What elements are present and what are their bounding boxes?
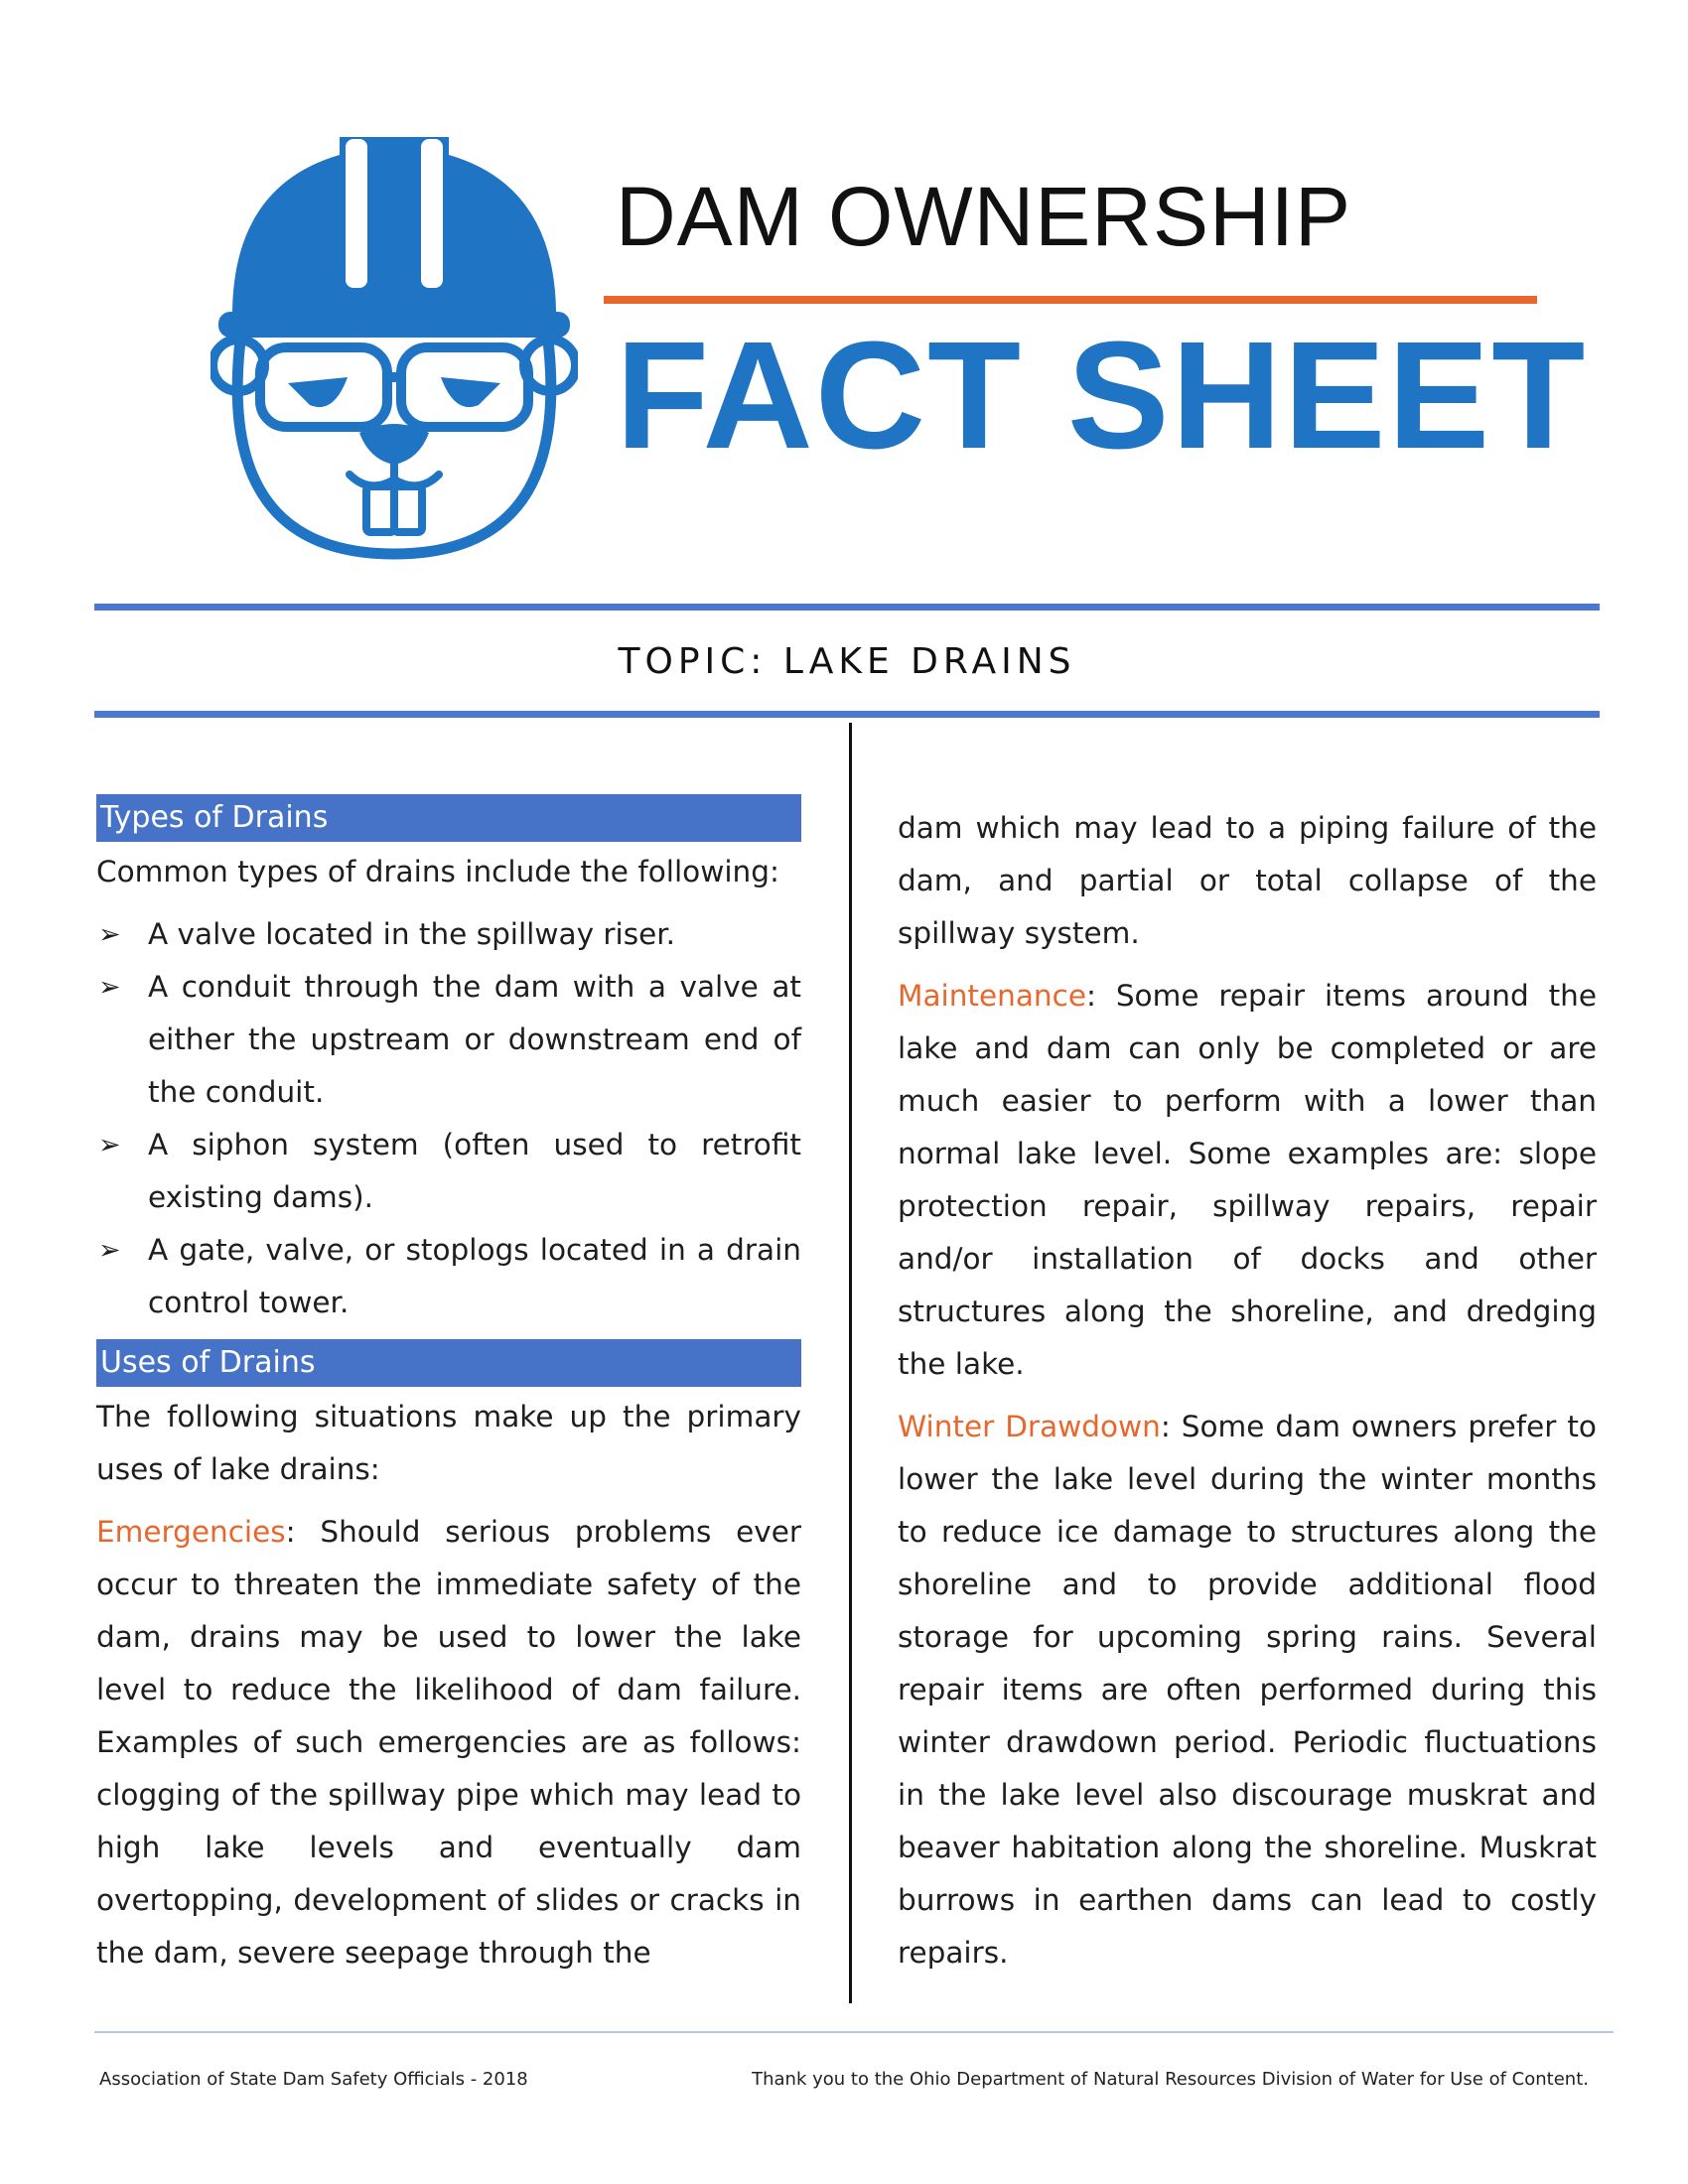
footer-credit-odnr: Thank you to the Ohio Department of Natural Resources Division of Water for Use of Content. (752, 2069, 1589, 2090)
beaver-hardhat-logo (211, 117, 578, 564)
uses-intro: The following situations make up the primary uses of lake drains: (96, 1400, 801, 1486)
footer-credit-asdso: Association of State Dam Safety Officials - 2018 (99, 2069, 528, 2090)
topic-bottom-rule (94, 711, 1600, 718)
list-item: ➢ A conduit through the dam with a valve at either the upstream or downstream end of the conduit. (96, 961, 801, 1119)
arrow-bullet-icon: ➢ (98, 1130, 121, 1160)
emergencies-label: Emergencies (96, 1515, 286, 1549)
topic-top-rule (94, 604, 1600, 611)
title-dam-ownership: DAM OWNERSHIP (616, 170, 1352, 263)
continued-paragraph: dam which may lead to a piping failure of the dam, and partial or total collapse of the spillway system. (898, 811, 1597, 950)
types-bullet-list (96, 908, 801, 1329)
section-heading-types: Types of Drains (96, 794, 801, 842)
maintenance-paragraph (898, 970, 1597, 1391)
winter-drawdown-label: Winter Drawdown (898, 1410, 1161, 1443)
winter-drawdown-text: : Some dam owners prefer to lower the lake level during the winter months to reduce ice damage to structures along the shoreline and to provide additional flood storage for upcoming spring rains. Several repair items are often performed during this winter drawdown period. Periodic fluctuations in the lake level also discourage muskrat and beaver habitation along the shoreline. Muskrat burrows in earthen dams can lead to costly repairs. (898, 1410, 1597, 1970)
emergencies-text: : Should serious problems ever occur to threaten the immediate safety of the dam, drains may be used to lower the lake level to reduce the likelihood of dam failure. Examples of such emergencies are as follows: clogging of the spillway pipe which may lead to high lake levels and eventually dam overtopping, development of slides or cracks in the dam, severe seepage through the (96, 1515, 801, 1970)
footer-rule (94, 2031, 1614, 2033)
types-intro: Common types of drains include the following: (96, 855, 779, 888)
title-fact-sheet: FACT SHEET (616, 310, 1588, 480)
right-column (898, 802, 1597, 1989)
arrow-bullet-icon: ➢ (98, 1235, 121, 1266)
maintenance-text: : Some repair items around the lake and dam can only be completed or are much easier to perform with a lower than normal lake level. Some examples are: slope protection repair, spillway repairs, repair and/or installation of docks and other structures along the shoreline, and dredging the lake. (898, 979, 1597, 1381)
left-column (96, 794, 801, 1989)
section-heading-uses: Uses of Drains (96, 1339, 801, 1387)
winter-drawdown-paragraph (898, 1401, 1597, 1979)
arrow-bullet-icon: ➢ (98, 919, 121, 950)
list-item: ➢ A gate, valve, or stoplogs located in a drain control tower. (96, 1224, 801, 1329)
title-orange-rule (604, 296, 1537, 304)
emergencies-paragraph (96, 1506, 801, 1979)
arrow-bullet-icon: ➢ (98, 972, 121, 1003)
list-item: ➢ A valve located in the spillway riser. (96, 908, 801, 961)
topic-heading: TOPIC: LAKE DRAINS (618, 641, 1076, 682)
column-divider (849, 723, 852, 2003)
maintenance-label: Maintenance (898, 979, 1086, 1013)
list-item: ➢ A siphon system (often used to retrofit existing dams). (96, 1119, 801, 1224)
